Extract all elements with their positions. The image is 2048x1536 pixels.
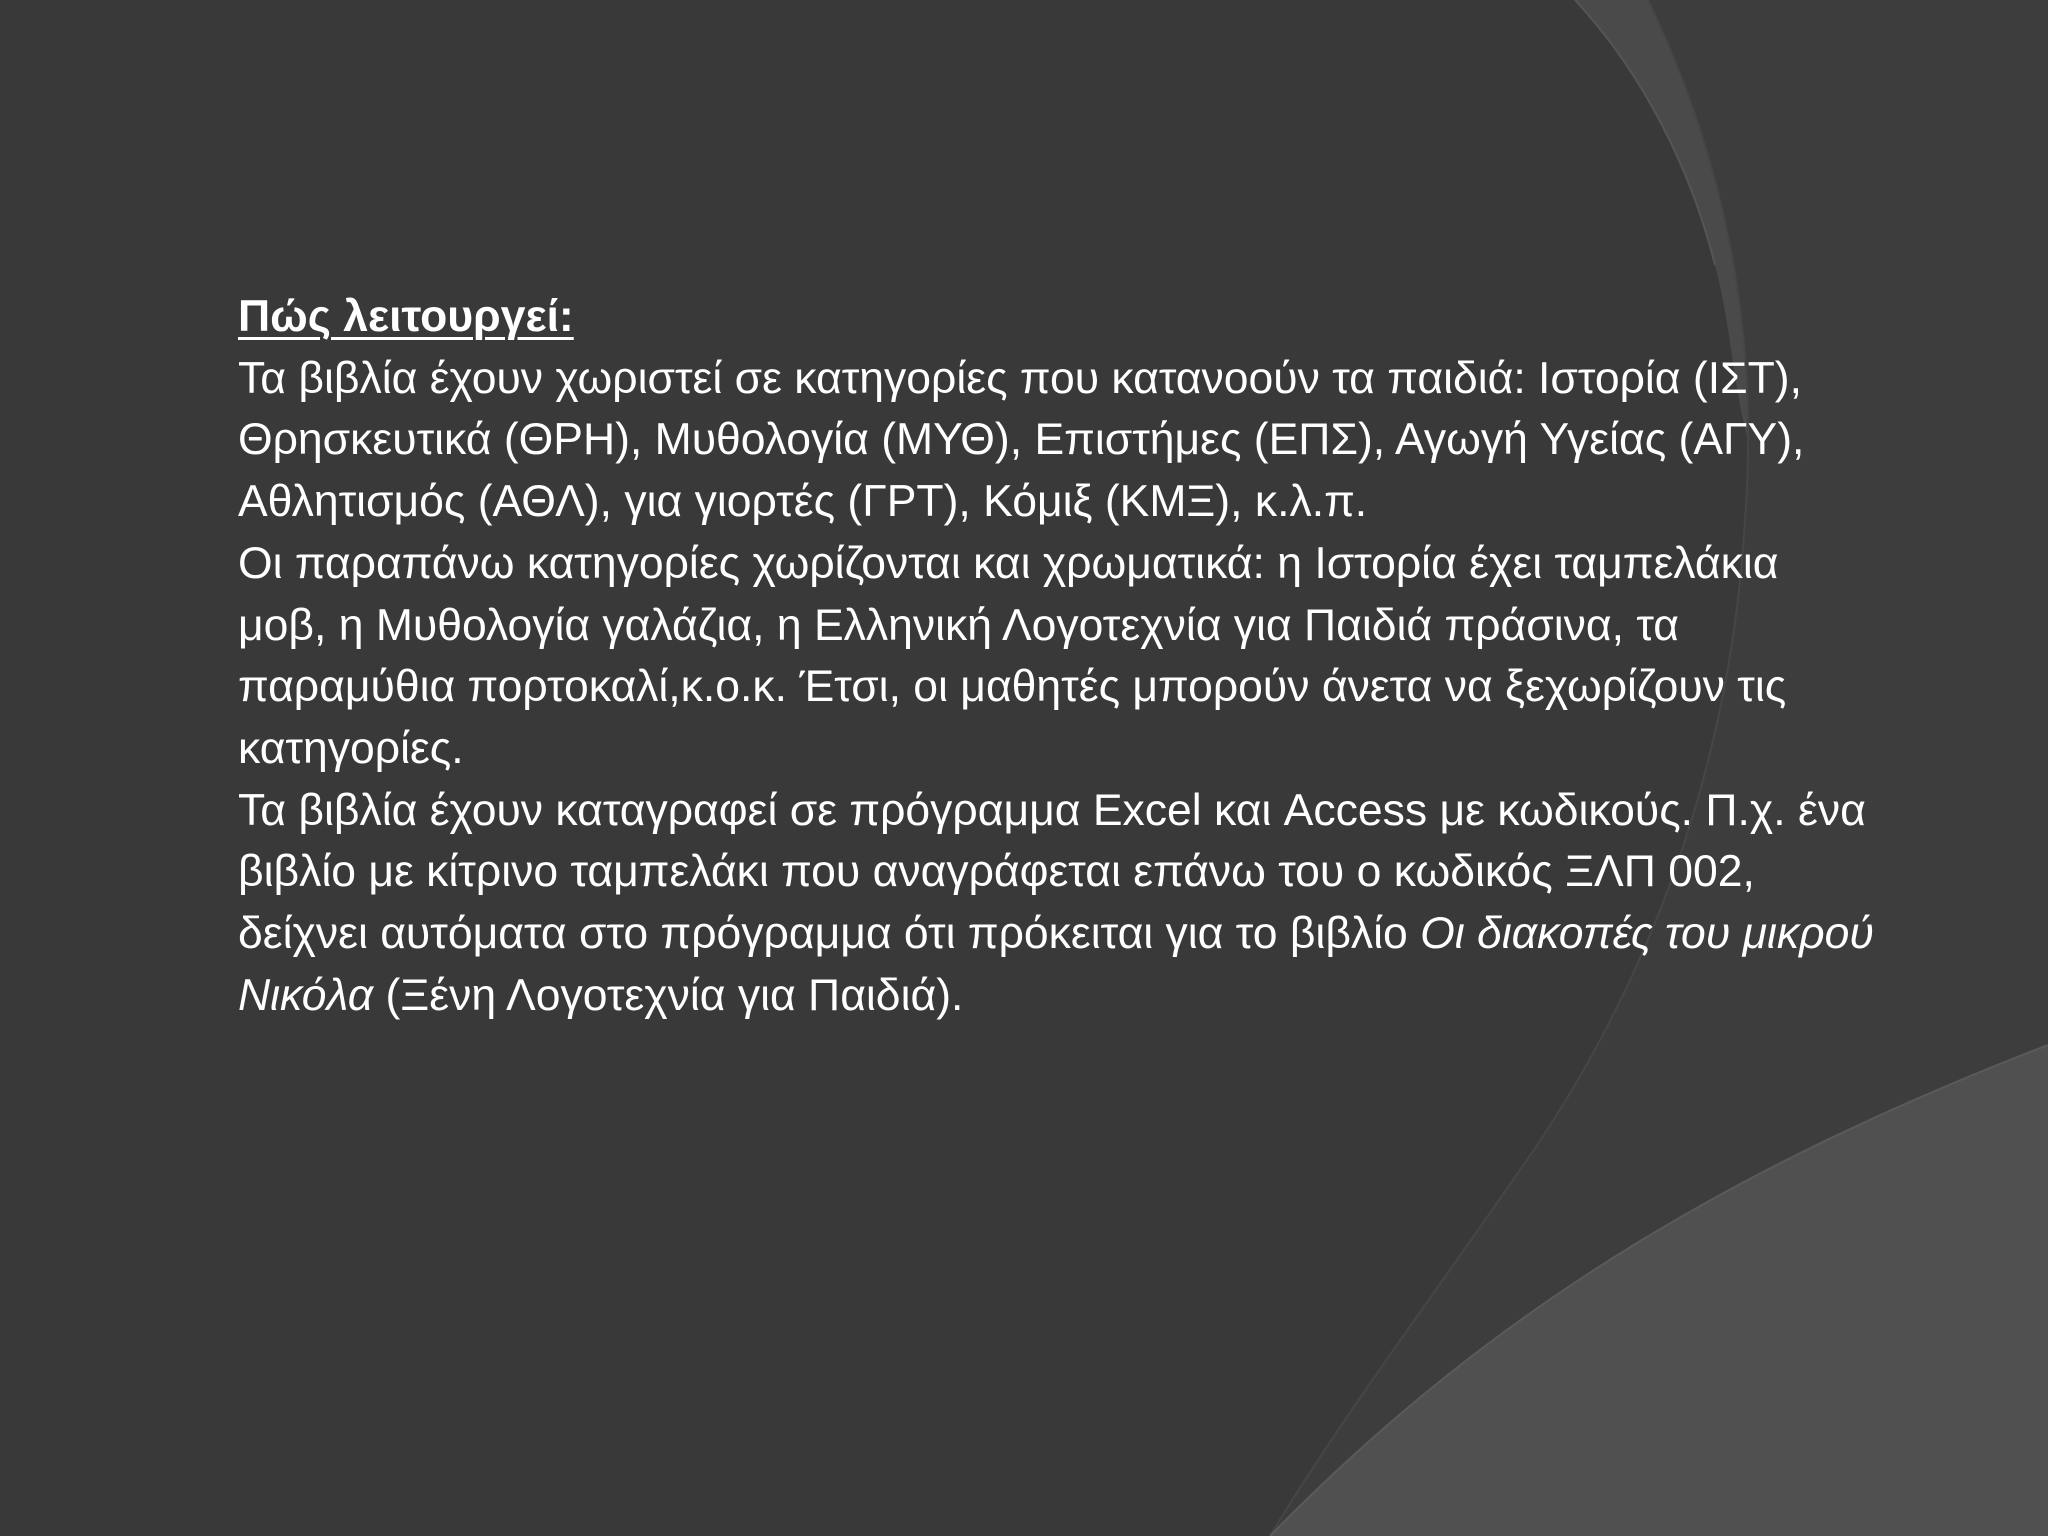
paragraph-codes-start: Τα βιβλία έχουν καταγραφεί σε πρόγραμμα Excel και Access με κωδικούς. Π.χ. ένα βιβλίο με κίτρινο ταμπελάκι που αναγράφεται επάνω του ο κωδικός ΞΛΠ 002, δείχνει αυτόματα στο πρόγραμμα ότι πρόκειται για το βιβλίο <box>238 785 1866 959</box>
slide-heading: Πώς λειτουργεί: <box>238 292 574 341</box>
paragraph-categories: Τα βιβλία έχουν χωριστεί σε κατηγορίες που κατανοούν τα παιδιά: Ιστορία (ΙΣΤ), Θρησκευτικά (ΘΡΗ), Μυθολογία (ΜΥΘ), Επιστήμες (ΕΠΣ), Αγωγή Υγείας (ΑΓΥ), Αθλητισμός (ΑΘΛ), για γιορτές (ΓΡΤ), Κόμιξ (ΚΜΞ), κ.λ.π. <box>238 353 1805 527</box>
paragraph-codes <box>238 780 1878 1027</box>
paragraph-codes-end: (Ξένη Λογοτεχνία για Παιδιά). <box>373 970 964 1020</box>
book-title: Οι διακοπές του μικρού Νικόλα <box>238 909 1874 1020</box>
slide-body <box>238 286 1878 1026</box>
paragraph-colors: Οι παραπάνω κατηγορίες χωρίζονται και χρωματικά: η Ιστορία έχει ταμπελάκια μοβ, η Μυθολογία γαλάζια, η Ελληνική Λογοτεχνία για Παιδιά πράσινα, τα παραμύθια πορτοκαλί,κ.ο.κ. Έτσι, οι μαθητές μπορούν άνετα να ξεχωρίζουν τις κατηγορίες. <box>238 538 1787 773</box>
